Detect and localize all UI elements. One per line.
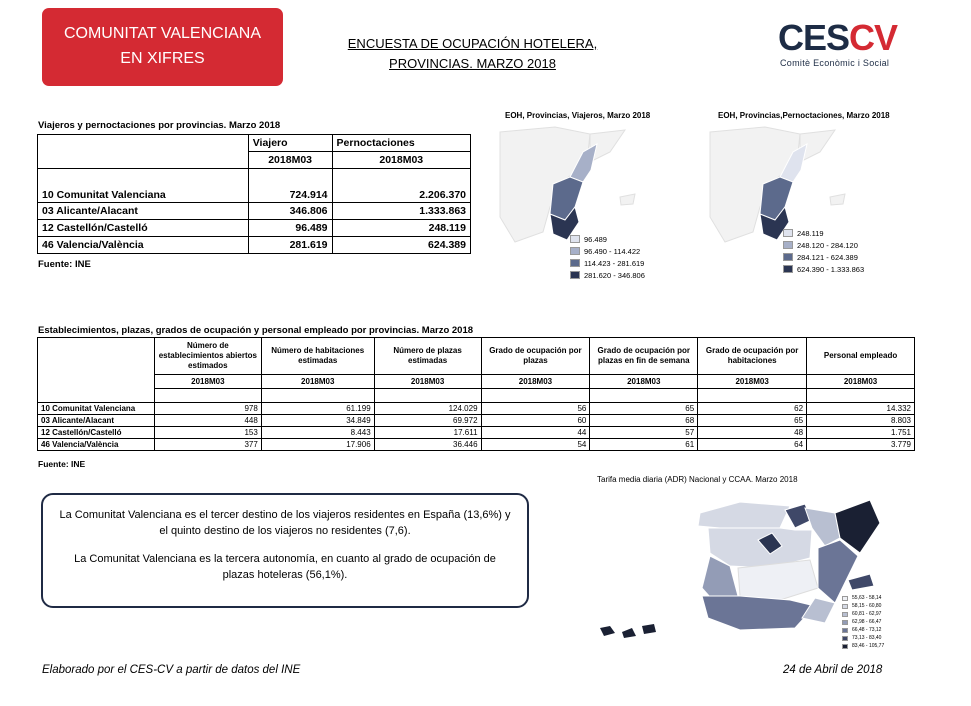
footer-credit: Elaborado por el CES-CV a partir de datos del INE <box>42 664 301 676</box>
header-cell: Número de plazas estimadas <box>374 338 481 375</box>
highlight-paragraph-2: La Comunitat Valenciana es la tercera autonomía, en cuanto al grado de ocupación de plazas hoteleras (56,1%). <box>74 553 496 581</box>
map3-baleares <box>848 574 874 590</box>
legend-label: 96.490 - 114.422 <box>584 246 641 256</box>
legend-swatch <box>842 636 848 641</box>
cell: 62 <box>698 403 807 415</box>
cell: 17.611 <box>374 427 481 439</box>
legend-label: 55,63 - 58,14 <box>852 595 882 601</box>
row-label: 12 Castellón/Castelló <box>38 220 249 237</box>
period-cell: 2018M03 <box>807 375 915 389</box>
table-row <box>38 169 471 203</box>
cell: 36.446 <box>374 439 481 451</box>
header-cell: Número de establecimientos abiertos estimados <box>154 338 261 375</box>
row-viajero: 346.806 <box>248 203 332 220</box>
legend-label: 284.121 - 624.389 <box>797 252 858 262</box>
legend-label: 624.390 - 1.333.863 <box>797 264 865 274</box>
cell: 65 <box>698 415 807 427</box>
map3-title: Tarifa media diaria (ADR) Nacional y CCAA. Marzo 2018 <box>597 475 798 484</box>
legend-swatch <box>783 229 793 237</box>
spacer-cell <box>481 389 590 403</box>
row-label: 03 Alicante/Alacant <box>38 203 249 220</box>
row-pernoctaciones: 1.333.863 <box>332 203 470 220</box>
cell: 65 <box>590 403 698 415</box>
cell: 56 <box>481 403 590 415</box>
cell: 57 <box>590 427 698 439</box>
row-label: 03 Alicante/Alacant <box>38 415 155 427</box>
cell: 1.751 <box>807 427 915 439</box>
legend-swatch <box>570 235 580 243</box>
cell: 8.443 <box>261 427 374 439</box>
period-cell: 2018M03 <box>590 375 698 389</box>
table-row <box>38 427 915 439</box>
highlight-paragraph-1: La Comunitat Valenciana es el tercer destino de los viajeros residentes en España (13,6%) y el quinto destino de los viajeros no residentes (7,6). <box>59 509 511 537</box>
table1-corner <box>38 135 249 169</box>
cell: 124.029 <box>374 403 481 415</box>
header-cell: Grado de ocupación por habitaciones <box>698 338 807 375</box>
cell: 8.803 <box>807 415 915 427</box>
header-cell: Número de habitaciones estimadas <box>261 338 374 375</box>
region-banner-line2: EN XIFRES <box>120 50 205 67</box>
spacer-cell <box>38 389 155 403</box>
cell: 68 <box>590 415 698 427</box>
cell: 64 <box>698 439 807 451</box>
header-cell: Grado de ocupación por plazas <box>481 338 590 375</box>
table-row <box>38 220 471 237</box>
legend-swatch <box>842 628 848 633</box>
cell: 54 <box>481 439 590 451</box>
map1-valencia <box>550 177 583 220</box>
table-row <box>38 439 915 451</box>
logo-mark-right: CV <box>849 17 898 58</box>
legend-label: 73,13 - 83,40 <box>852 635 882 641</box>
table2-corner <box>38 338 155 389</box>
legend-swatch <box>842 644 848 649</box>
period-pernoctaciones: 2018M03 <box>332 152 470 169</box>
cell: 14.332 <box>807 403 915 415</box>
table1-source: Fuente: INE <box>38 259 91 270</box>
row-label: 10 Comunitat Valenciana <box>38 403 155 415</box>
cell: 377 <box>154 439 261 451</box>
row-label: 12 Castellón/Castelló <box>38 427 155 439</box>
row-pernoctaciones: 248.119 <box>332 220 470 237</box>
map3-north <box>698 502 790 530</box>
row-label: 46 Valencia/València <box>38 237 249 254</box>
document-title-line2: PROVINCIAS. MARZO 2018 <box>389 56 556 71</box>
map2-legend <box>783 227 864 275</box>
legend-swatch <box>842 620 848 625</box>
spacer-cell <box>261 389 374 403</box>
cell: 3.779 <box>807 439 915 451</box>
map3-murcia <box>802 598 835 623</box>
document-title-line1: ENCUESTA DE OCUPACIÓN HOTELERA, <box>347 36 598 51</box>
table1-title: Viajeros y pernoctaciones por provincias. Marzo 2018 <box>38 120 281 131</box>
highlights-box <box>41 493 529 608</box>
map1-title: EOH, Provincias, Viajeros, Marzo 2018 <box>505 111 651 120</box>
period-cell: 2018M03 <box>261 375 374 389</box>
legend-swatch <box>570 259 580 267</box>
legend-swatch <box>783 253 793 261</box>
cell: 61.199 <box>261 403 374 415</box>
cell: 60 <box>481 415 590 427</box>
period-cell: 2018M03 <box>481 375 590 389</box>
legend-label: 83,46 - 105,77 <box>852 643 885 649</box>
col-viajero: Viajero <box>248 135 332 152</box>
cell: 61 <box>590 439 698 451</box>
table-row <box>38 403 915 415</box>
header-cell: Grado de ocupación por plazas en fin de semana <box>590 338 698 375</box>
row-label: 10 Comunitat Valenciana <box>38 169 249 203</box>
document-title <box>320 34 625 74</box>
cell: 17.906 <box>261 439 374 451</box>
header-cell: Personal empleado <box>807 338 915 375</box>
spacer-cell <box>698 389 807 403</box>
spacer-cell <box>154 389 261 403</box>
legend-label: 66,48 - 73,12 <box>852 627 882 633</box>
legend-label: 60,81 - 62,97 <box>852 611 882 617</box>
period-cell: 2018M03 <box>154 375 261 389</box>
legend-swatch <box>842 604 848 609</box>
spacer-cell <box>807 389 915 403</box>
table-row <box>38 203 471 220</box>
cell: 34.849 <box>261 415 374 427</box>
row-viajero: 96.489 <box>248 220 332 237</box>
legend-label: 281.620 - 346.806 <box>584 270 645 280</box>
legend-label: 58,15 - 60,80 <box>852 603 882 609</box>
logo-mark-left: CES <box>778 17 850 58</box>
period-cell: 2018M03 <box>698 375 807 389</box>
row-pernoctaciones: 624.389 <box>332 237 470 254</box>
legend-swatch <box>842 612 848 617</box>
legend-swatch <box>783 265 793 273</box>
legend-label: 96.489 <box>584 234 607 244</box>
ces-cv-logo <box>778 17 908 72</box>
map2-valencia <box>760 177 793 220</box>
cell: 448 <box>154 415 261 427</box>
row-viajero: 724.914 <box>248 169 332 203</box>
cell: 48 <box>698 427 807 439</box>
table-row <box>38 415 915 427</box>
legend-label: 248.120 - 284.120 <box>797 240 858 250</box>
col-pernoctaciones: Pernoctaciones <box>332 135 470 152</box>
map3-regions <box>590 488 880 658</box>
legend-label: 114.423 - 281.619 <box>584 258 645 268</box>
region-banner-line1: COMUNITAT VALENCIANA <box>63 25 262 43</box>
establishments-table <box>37 337 915 451</box>
map3-legend <box>842 594 884 650</box>
row-label: 46 Valencia/València <box>38 439 155 451</box>
table-row <box>38 237 471 254</box>
legend-swatch <box>842 596 848 601</box>
cell: 44 <box>481 427 590 439</box>
cell: 69.972 <box>374 415 481 427</box>
logo-mark <box>778 17 908 58</box>
footer-date: 24 de Abril de 2018 <box>783 664 883 676</box>
row-pernoctaciones: 2.206.370 <box>332 169 470 203</box>
cell: 153 <box>154 427 261 439</box>
logo-subtitle: Comitè Econòmic i Social <box>780 58 890 68</box>
cell: 978 <box>154 403 261 415</box>
map3-canarias <box>600 624 656 638</box>
table2-source: Fuente: INE <box>38 459 86 469</box>
map3-andalucia <box>702 596 815 630</box>
legend-swatch <box>783 241 793 249</box>
legend-swatch <box>570 271 580 279</box>
legend-label: 248.119 <box>797 228 824 238</box>
legend-label: 62,98 - 66,47 <box>852 619 882 625</box>
table2-title: Establecimientos, plazas, grados de ocupación y personal empleado por provincias. Marzo 2018 <box>38 325 474 336</box>
map1-legend <box>570 233 645 281</box>
spacer-cell <box>590 389 698 403</box>
travellers-table <box>37 134 471 254</box>
legend-swatch <box>570 247 580 255</box>
period-cell: 2018M03 <box>374 375 481 389</box>
row-viajero: 281.619 <box>248 237 332 254</box>
region-banner <box>42 8 283 86</box>
map2-title: EOH, Provincias,Pernoctaciones, Marzo 2018 <box>718 111 890 120</box>
period-viajero: 2018M03 <box>248 152 332 169</box>
spacer-cell <box>374 389 481 403</box>
